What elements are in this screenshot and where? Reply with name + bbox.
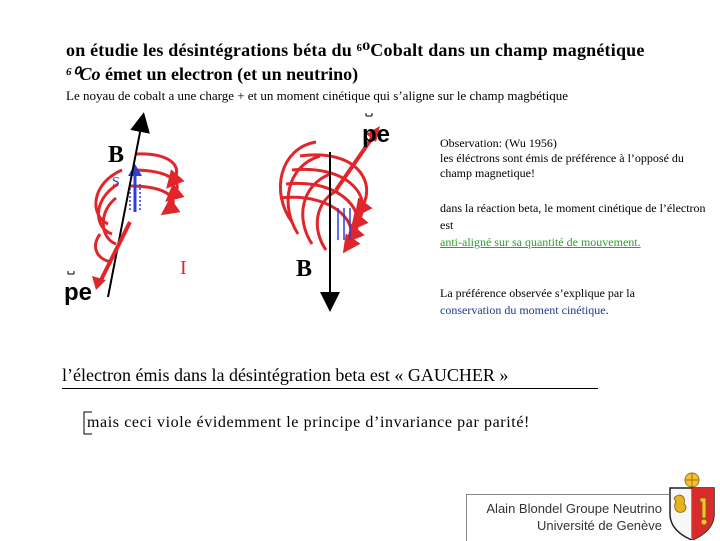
credit-line-1: Alain Blondel Groupe Neutrino — [486, 501, 662, 516]
preference-tail: . — [605, 303, 609, 317]
subtitle: Le noyau de cobalt a une charge + et un moment cinétique qui s’aligne sur le champ magbétique — [66, 88, 569, 103]
momentum-label-left — [64, 271, 92, 306]
credit-line-2: Université de Genève — [536, 518, 662, 533]
reaction-highlight: anti-aligné sur sa quantité de mouvement. — [440, 235, 641, 249]
right-coil-loops — [280, 142, 367, 250]
momentum-label-right — [362, 113, 390, 148]
preference-highlight: conservation du moment cinétique — [440, 303, 606, 317]
university-seal-logo — [664, 470, 720, 540]
label-pe-left: pe — [64, 279, 93, 306]
label-S: S — [112, 175, 120, 190]
title-line-2 — [66, 64, 358, 85]
spin-field-diagram — [60, 112, 430, 332]
observation-block — [440, 136, 710, 181]
reaction-text: dans la réaction beta, le moment cinétique de l’électron est — [440, 201, 706, 232]
preference-block — [440, 285, 710, 319]
reaction-block — [440, 200, 710, 251]
credit — [440, 500, 662, 534]
observation-text: les éléctrons sont émis de préférence à l’opposé du champ magnetique! — [440, 151, 684, 180]
label-B-left: B — [108, 142, 125, 168]
preference-text: La préférence observée s’explique par la — [440, 286, 635, 300]
label-B-right: B — [296, 256, 313, 282]
title-line-2-text: émet un electron (et un neutrino) — [100, 64, 359, 84]
conclusion-text: l’électron émis dans la désintégration beta est « GAUCHER » — [62, 365, 509, 385]
observation-title: Observation: (Wu 1956) — [440, 136, 557, 150]
title-line-1: on étudie les désintégrations béta du ⁶⁰Cobalt dans un champ magnétique — [66, 40, 645, 60]
cobalt-symbol: ⁶⁰Co — [66, 64, 101, 84]
conclusion-underline — [62, 388, 598, 389]
parity-violation-text: mais ceci viole évidemment le principe d’invariance par parité! — [87, 414, 530, 431]
label-I: I — [180, 257, 187, 279]
label-pe-right: pe — [362, 121, 391, 148]
